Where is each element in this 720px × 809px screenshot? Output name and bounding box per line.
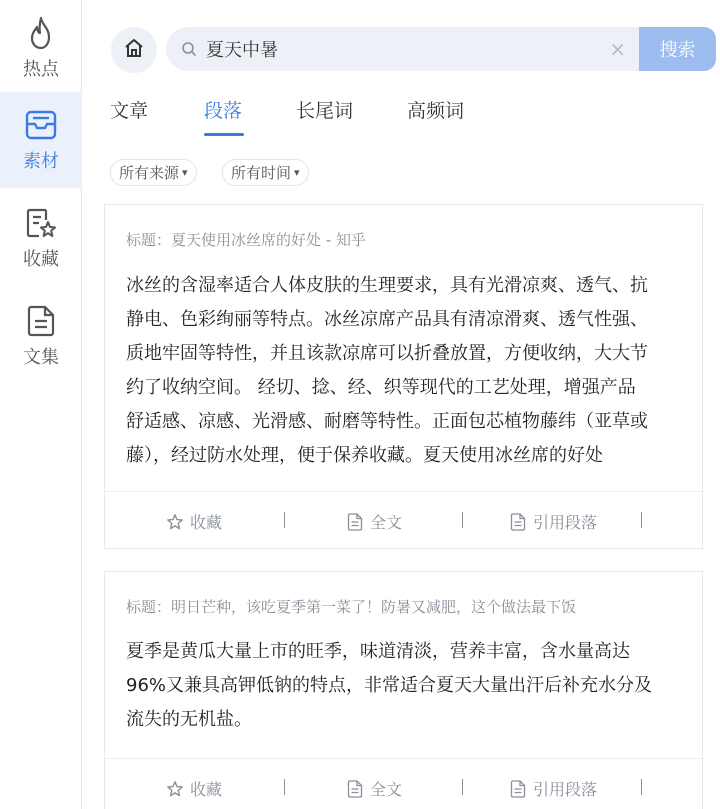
card-body [126, 269, 686, 473]
divider [284, 779, 285, 795]
caret-down-icon: ▾ [182, 166, 188, 179]
card-title: 标题：夏天使用冰丝席的好处 - 知乎 [126, 231, 366, 249]
full-text-label: 全文 [370, 780, 403, 799]
inbox-icon [23, 107, 59, 143]
card-body-line: 96%又兼具高钾低钠的特点，非常适合夏天大量出汗后补充水分及 [126, 675, 653, 696]
card-title: 标题：明日芒种，该吃夏季第一菜了！防暑又减肥，这个做法最下饭 [126, 598, 577, 616]
sidebar-item-materials[interactable] [0, 92, 82, 188]
card-body-line: 舒适感、凉感、光滑感、耐磨等特性。正面包芯植物藤纬（亚草或 [126, 411, 648, 432]
divider [641, 779, 642, 795]
sidebar-item-hot[interactable] [0, 0, 82, 96]
quote-paragraph-button[interactable] [509, 510, 597, 533]
quote-paragraph-label: 引用段落 [533, 513, 598, 532]
document-icon [346, 780, 364, 798]
paragraph-card [104, 571, 703, 809]
card-body-line: 冰丝的含湿率适合人体皮肤的生理要求，具有光滑凉爽、透气、抗 [126, 275, 648, 296]
star-icon [166, 513, 184, 531]
sidebar-item-label: 素材 [23, 151, 59, 172]
document-icon [346, 513, 364, 531]
filter-label: 所有时间 [231, 164, 292, 182]
clear-search-icon[interactable]: × [609, 37, 626, 61]
tab-articles[interactable]: 文章 [110, 100, 149, 122]
divider [462, 779, 463, 795]
document-icon [23, 303, 59, 339]
home-icon [123, 37, 145, 63]
home-button[interactable] [111, 27, 157, 73]
tab-long-tail-keywords[interactable]: 长尾词 [296, 100, 354, 122]
search-box [166, 27, 650, 71]
divider [284, 512, 285, 528]
active-tab-indicator [204, 133, 244, 136]
document-icon [509, 513, 527, 531]
source-filter-dropdown[interactable] [110, 159, 197, 186]
card-actions [105, 758, 704, 809]
favorite-button[interactable] [166, 510, 222, 533]
document-icon [509, 780, 527, 798]
favorite-label: 收藏 [190, 780, 223, 799]
divider [641, 512, 642, 528]
sidebar-item-favorites[interactable] [0, 190, 82, 286]
sidebar-item-label: 热点 [23, 59, 59, 80]
flame-icon [23, 15, 59, 51]
caret-down-icon: ▾ [294, 166, 300, 179]
card-body-line: 藤），经过防水处理，便于保养收藏。夏天使用冰丝席的好处 [126, 445, 603, 466]
card-body-line: 约了收纳空间。 经切、捻、经、织等现代的工艺处理，增强产品 [126, 377, 636, 398]
card-body-line: 静电、色彩绚丽等特点。冰丝凉席产品具有清凉滑爽、透气性强、 [126, 309, 648, 330]
sidebar-item-label: 收藏 [23, 249, 59, 270]
tab-high-frequency-words[interactable]: 高频词 [407, 100, 465, 122]
time-filter-dropdown[interactable] [222, 159, 309, 186]
sidebar-item-collections[interactable] [0, 288, 82, 384]
card-actions [105, 491, 704, 549]
star-icon [166, 780, 184, 798]
quote-paragraph-button[interactable] [509, 777, 597, 800]
divider [462, 512, 463, 528]
quote-paragraph-label: 引用段落 [533, 780, 598, 799]
full-text-button[interactable] [346, 510, 402, 533]
search-icon [180, 40, 198, 58]
full-text-button[interactable] [346, 777, 402, 800]
favorite-button[interactable] [166, 777, 222, 800]
sidebar-item-label: 文集 [23, 347, 59, 368]
tab-paragraphs[interactable]: 段落 [204, 100, 243, 122]
card-body [126, 635, 686, 737]
card-body-line: 流失的无机盐。 [126, 709, 252, 730]
search-input[interactable] [206, 39, 596, 60]
favorite-label: 收藏 [190, 513, 223, 532]
sidebar [0, 0, 82, 809]
filter-label: 所有来源 [119, 164, 180, 182]
full-text-label: 全文 [370, 513, 403, 532]
search-button[interactable]: 搜索 [639, 27, 716, 71]
doc-star-icon [23, 205, 59, 241]
paragraph-card [104, 204, 703, 549]
card-body-line: 夏季是黄瓜大量上市的旺季，味道清淡，营养丰富，含水量高达 [126, 641, 630, 662]
card-body-line: 质地牢固等特性，并且该款凉席可以折叠放置，方便收纳，大大节 [126, 343, 648, 364]
